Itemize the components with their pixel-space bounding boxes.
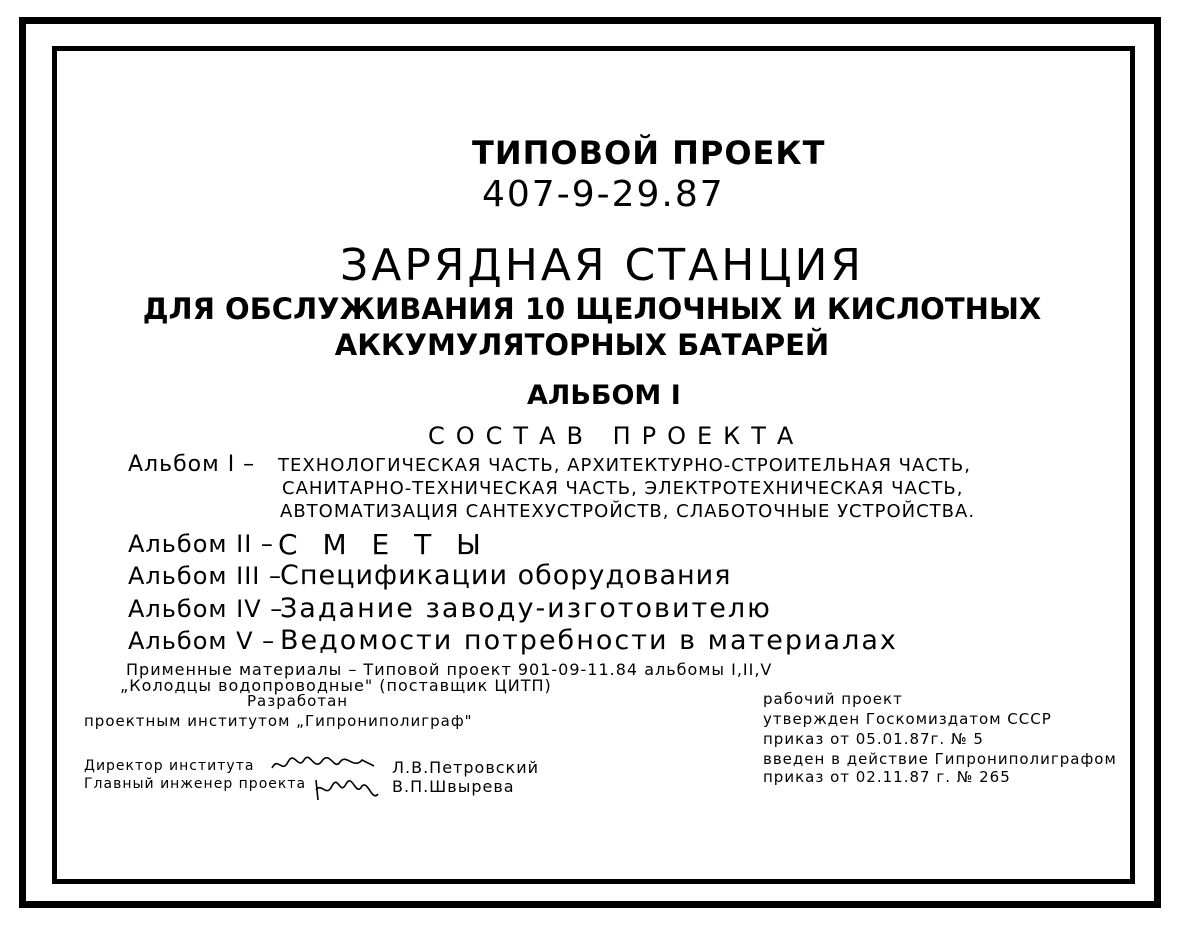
subtitle-line-1: ДЛЯ ОБСЛУЖИВАНИЯ 10 ЩЕЛОЧНЫХ И КИСЛОТНЫХ [142,292,1042,326]
director-title: Директор института [84,758,255,774]
approval-line-3: приказ от 05.01.87г. № 5 [763,730,984,748]
album4-label: Альбом IV – [128,595,284,623]
album-number: АЛЬБОМ I [527,380,681,411]
main-title: ЗАРЯДНАЯ СТАНЦИЯ [340,240,864,291]
album4-text: Задание заводу-изготовителю [280,593,772,624]
director-name: Л.В.Петровский [392,758,540,777]
album1-line-2: САНИТАРНО-ТЕХНИЧЕСКАЯ ЧАСТЬ, ЭЛЕКТРОТЕХНИЧЕСКАЯ ЧАСТЬ, [282,478,964,499]
album2-label: Альбом II – [128,530,274,558]
album3-text: Спецификации оборудования [280,560,732,591]
subtitle-line-2: АККУМУЛЯТОРНЫХ БАТАРЕЙ [334,328,830,362]
developed-label: Разработан [247,692,349,710]
album3-label: Альбом III – [128,562,282,590]
project-type: ТИПОВОЙ ПРОЕКТ [472,134,826,172]
album5-label: Альбом V – [128,627,276,655]
applied-materials-line-2: „Колодцы водопроводные" (поставщик ЦИТП) [120,676,552,695]
institute-name: проектным институтом „Гипрониполиграф" [84,712,473,730]
engineer-name: В.П.Швырева [392,777,515,796]
album5-text: Ведомости потребности в материалах [280,625,898,656]
composition-heading: СОСТАВ ПРОЕКТА [428,422,805,450]
album2-text: С М Е Т Ы [278,528,489,561]
engineer-signature [312,772,382,806]
album1-label: Альбом I – [128,452,256,477]
project-number: 407-9-29.87 [482,174,725,215]
applied-materials-line-1: Применные материалы – Типовой проект 901-09-11.84 альбомы I,II,V [126,660,773,679]
approval-line-4: введен в действие Гипрониполиграфом [763,750,1117,768]
approval-line-5: приказ от 02.11.87 г. № 265 [763,768,1011,786]
album1-line-1: ТЕХНОЛОГИЧЕСКАЯ ЧАСТЬ, АРХИТЕКТУРНО-СТРОИТЕЛЬНАЯ ЧАСТЬ, [278,455,971,476]
approval-line-2: утвержден Госкомиздатом СССР [763,710,1052,728]
approval-line-1: рабочий проект [763,690,903,708]
album1-line-3: АВТОМАТИЗАЦИЯ САНТЕХУСТРОЙСТВ, СЛАБОТОЧНЫЕ УСТРОЙСТВА. [280,501,976,522]
engineer-title: Главный инженер проекта [84,776,307,792]
